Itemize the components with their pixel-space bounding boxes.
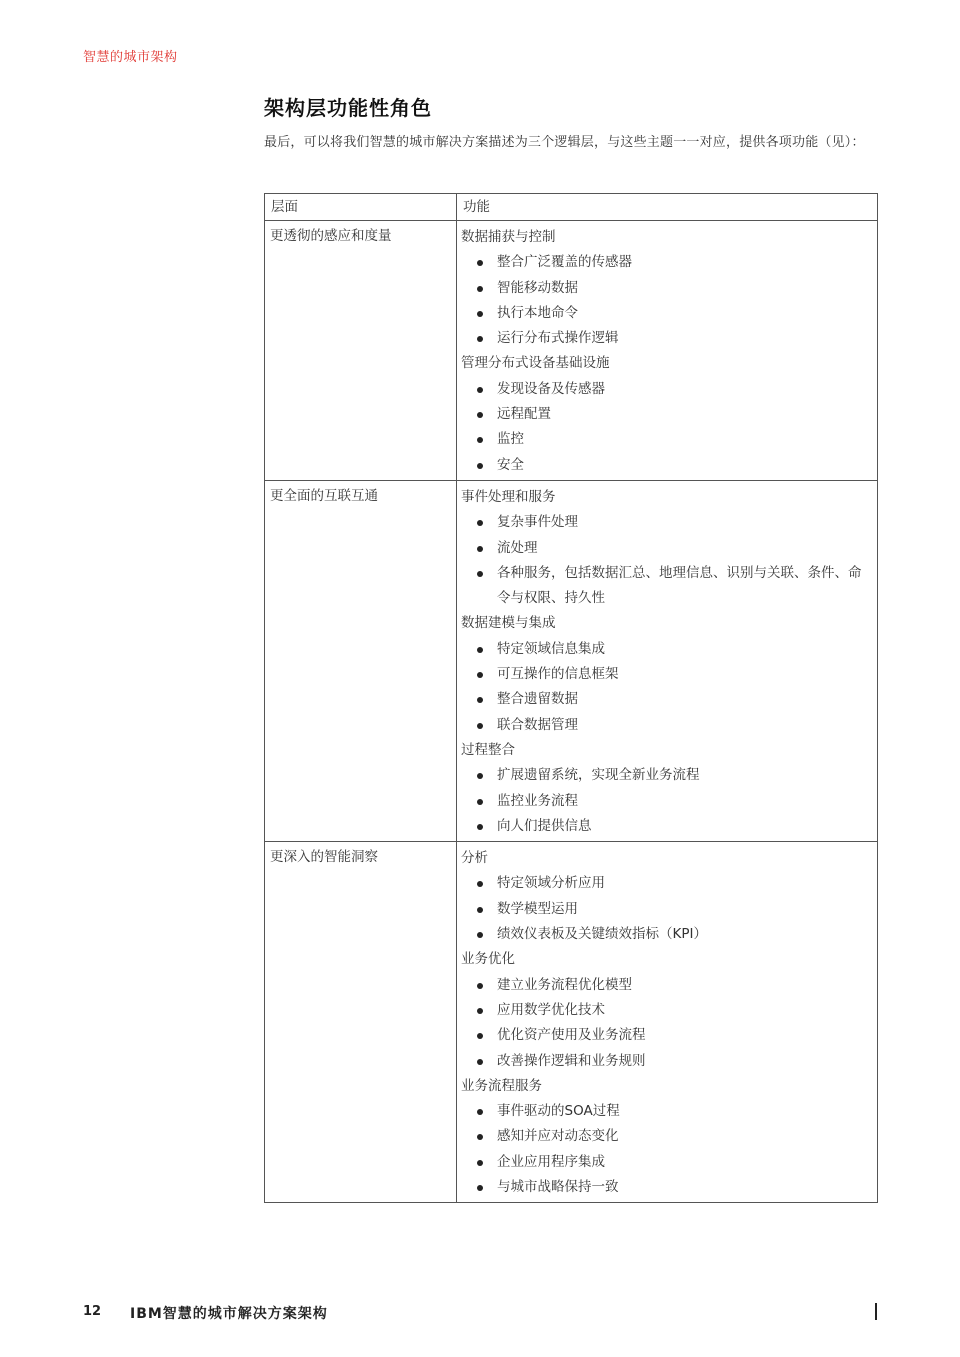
list-item: 可互操作的信息框架 xyxy=(477,662,871,687)
list-item: 特定领域信息集成 xyxy=(477,637,871,662)
list-item: 远程配置 xyxy=(477,402,871,427)
list-item: 数学模型运用 xyxy=(477,897,871,922)
bullet-list xyxy=(461,637,871,738)
function-group-title: 数据建模与集成 xyxy=(461,615,556,632)
function-group-title: 业务优化 xyxy=(461,951,515,968)
list-item: 绩效仪表板及关键绩效指标（KPI） xyxy=(477,922,871,947)
list-item: 向人们提供信息 xyxy=(477,814,871,839)
list-item: 扩展遗留系统，实现全新业务流程 xyxy=(477,763,871,788)
bullet-list xyxy=(461,973,871,1074)
function-group-title: 过程整合 xyxy=(461,741,515,758)
list-item: 应用数学优化技术 xyxy=(477,998,871,1023)
list-item: 流处理 xyxy=(477,536,871,561)
list-item: 运行分布式操作逻辑 xyxy=(477,326,871,351)
footer-book-title: IBM智慧的城市解决方案架构 xyxy=(130,1306,328,1322)
table-row-sensing xyxy=(265,221,878,481)
bullet-list xyxy=(461,510,871,611)
function-group-title: 分析 xyxy=(461,850,488,867)
bullet-list xyxy=(461,377,871,478)
list-item: 智能移动数据 xyxy=(477,276,871,301)
function-group-title: 管理分布式设备基础设施 xyxy=(461,355,610,372)
section-title: 架构层功能性角色 xyxy=(264,96,432,120)
list-item: 事件驱动的SOA过程 xyxy=(477,1099,871,1124)
bullet-list xyxy=(461,1099,871,1200)
table-header-row xyxy=(265,194,878,221)
layer-cell: 更深入的智能洞察 xyxy=(265,842,457,1203)
list-item: 企业应用程序集成 xyxy=(477,1150,871,1175)
list-item: 复杂事件处理 xyxy=(477,510,871,535)
layer-cell: 更透彻的感应和度量 xyxy=(265,221,457,481)
bullet-list xyxy=(461,250,871,351)
header-layer: 层面 xyxy=(265,194,457,221)
header-function: 功能 xyxy=(457,194,878,221)
list-item: 感知并应对动态变化 xyxy=(477,1124,871,1149)
footer-rule xyxy=(875,1303,877,1320)
architecture-roles-table xyxy=(264,193,878,1203)
function-cell xyxy=(457,480,878,841)
list-item: 发现设备及传感器 xyxy=(477,377,871,402)
running-header: 智慧的城市架构 xyxy=(83,50,178,65)
list-item: 各种服务，包括数据汇总、地理信息、识别与关联、条件、命令与权限、持久性 xyxy=(477,561,871,612)
list-item: 改善操作逻辑和业务规则 xyxy=(477,1049,871,1074)
list-item: 监控业务流程 xyxy=(477,789,871,814)
page-number: 12 xyxy=(83,1304,102,1319)
list-item: 安全 xyxy=(477,453,871,478)
list-item: 与城市战略保持一致 xyxy=(477,1175,871,1200)
bullet-list xyxy=(461,763,871,839)
bullet-list xyxy=(461,871,871,947)
list-item: 监控 xyxy=(477,427,871,452)
table-row-insight xyxy=(265,842,878,1203)
function-group-title: 业务流程服务 xyxy=(461,1077,542,1094)
list-item: 执行本地命令 xyxy=(477,301,871,326)
function-group-title: 事件处理和服务 xyxy=(461,488,556,505)
function-cell xyxy=(457,842,878,1203)
intro-paragraph: 最后，可以将我们智慧的城市解决方案描述为三个逻辑层，与这些主题一一对应，提供各项功能（见）： xyxy=(264,135,865,150)
function-cell xyxy=(457,221,878,481)
list-item: 联合数据管理 xyxy=(477,713,871,738)
list-item: 整合遗留数据 xyxy=(477,687,871,712)
list-item: 建立业务流程优化模型 xyxy=(477,973,871,998)
list-item: 整合广泛覆盖的传感器 xyxy=(477,250,871,275)
function-group-title: 数据捕获与控制 xyxy=(461,229,556,245)
list-item: 特定领域分析应用 xyxy=(477,871,871,896)
table-row-interconnect xyxy=(265,480,878,841)
layer-cell: 更全面的互联互通 xyxy=(265,480,457,841)
list-item: 优化资产使用及业务流程 xyxy=(477,1023,871,1048)
